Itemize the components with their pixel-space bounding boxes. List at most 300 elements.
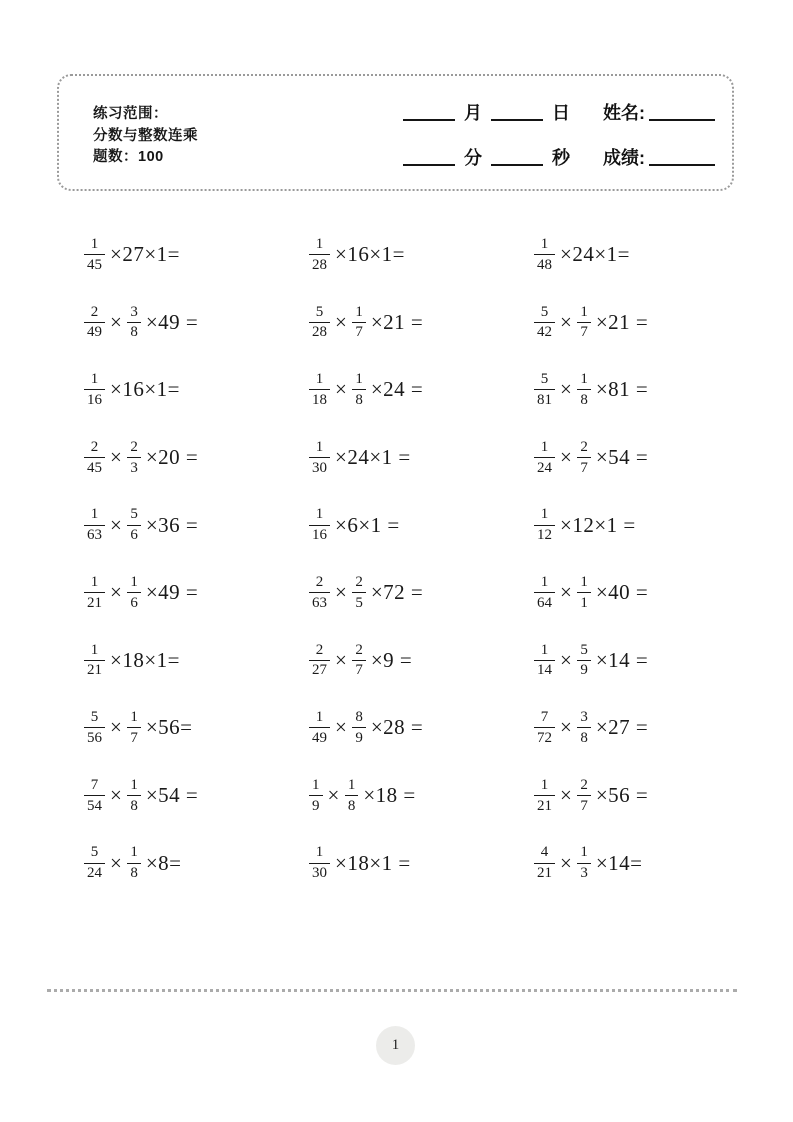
problem-text: × <box>560 783 573 808</box>
fraction-bar <box>577 660 591 661</box>
minute-label: 分 <box>464 148 482 168</box>
scope-label: 练习范围： <box>93 106 168 122</box>
day-blank[interactable] <box>491 119 543 121</box>
fraction-numerator: 5 <box>315 303 324 320</box>
problem-text: ×24×1= <box>560 242 631 267</box>
problem-text: × <box>110 715 123 740</box>
fraction-numerator: 1 <box>540 776 549 793</box>
problem-text: ×6×1 = <box>335 512 400 537</box>
fraction <box>352 371 366 409</box>
fraction <box>534 777 555 815</box>
problem-text: ×18×1= <box>110 647 181 672</box>
fraction-denominator: 7 <box>580 797 588 814</box>
problem-text: ×56 = <box>595 783 649 808</box>
problem <box>309 559 534 627</box>
footer-divider <box>47 989 737 992</box>
fraction-denominator: 56 <box>87 729 102 746</box>
fraction-bar <box>534 254 555 255</box>
problem-text: ×27×1= <box>110 242 181 267</box>
worksheet-header-box <box>57 74 734 191</box>
problem-text: × <box>110 850 123 875</box>
fraction-bar <box>577 457 591 458</box>
fraction-denominator: 24 <box>537 459 552 476</box>
problem <box>84 491 309 559</box>
fraction-denominator: 81 <box>537 391 552 408</box>
problem <box>309 491 534 559</box>
problem-text: ×24 = <box>370 377 424 402</box>
fraction-bar <box>577 795 591 796</box>
fraction-numerator: 1 <box>580 573 588 590</box>
problem <box>534 762 759 830</box>
problem <box>309 424 534 492</box>
fraction <box>84 304 105 342</box>
fraction <box>577 709 591 747</box>
fraction <box>309 439 330 477</box>
problem-text: × <box>335 647 348 672</box>
problem-text: ×14= <box>595 850 643 875</box>
problem-text: ×14 = <box>595 647 649 672</box>
fraction-denominator: 1 <box>580 594 588 611</box>
fraction-numerator: 5 <box>90 844 99 861</box>
problem <box>84 424 309 492</box>
problem-text: × <box>335 309 348 334</box>
fraction <box>352 642 366 680</box>
fraction <box>534 304 555 342</box>
problem-text: × <box>560 580 573 605</box>
fraction <box>534 506 555 544</box>
fraction-bar <box>352 727 366 728</box>
problem-text: ×18 = <box>363 783 416 808</box>
second-label: 秒 <box>552 148 570 168</box>
fraction <box>309 506 330 544</box>
fraction-denominator: 45 <box>87 256 102 273</box>
fraction-numerator: 8 <box>355 709 363 726</box>
fraction-numerator: 3 <box>580 709 588 726</box>
fraction <box>534 236 555 274</box>
fraction-bar <box>309 660 330 661</box>
problem-text: ×18×1 = <box>335 850 411 875</box>
fraction <box>352 709 366 747</box>
fraction-bar <box>309 863 330 864</box>
fraction-numerator: 1 <box>540 641 549 658</box>
fraction-denominator: 27 <box>312 662 327 679</box>
fraction <box>534 844 555 882</box>
problem <box>309 289 534 357</box>
fraction <box>577 439 591 477</box>
fraction-denominator: 3 <box>130 459 138 476</box>
fraction-numerator: 7 <box>540 709 549 726</box>
fraction-bar <box>127 727 141 728</box>
fraction <box>534 642 555 680</box>
fraction-numerator: 1 <box>130 844 138 861</box>
problem <box>309 356 534 424</box>
page-number-badge <box>376 1026 415 1065</box>
worksheet-info <box>93 104 198 169</box>
fraction <box>534 439 555 477</box>
problem-text: ×24×1 = <box>335 445 411 470</box>
fraction-numerator: 1 <box>315 236 324 252</box>
fraction-numerator: 3 <box>130 303 138 320</box>
fraction-denominator: 42 <box>537 324 552 341</box>
fraction-numerator: 1 <box>315 506 324 523</box>
fraction-bar <box>84 525 105 526</box>
fraction <box>127 506 141 544</box>
fraction-bar <box>84 254 105 255</box>
problem-text: ×56= <box>145 715 193 740</box>
fraction-denominator: 63 <box>87 527 102 544</box>
fraction <box>534 371 555 409</box>
fraction-denominator: 12 <box>537 527 552 544</box>
fraction-numerator: 1 <box>540 236 549 252</box>
fraction-bar <box>534 457 555 458</box>
fraction-bar <box>84 389 105 390</box>
problem-text: ×72 = <box>370 580 424 605</box>
fraction <box>84 439 105 477</box>
fraction-bar <box>534 525 555 526</box>
fraction <box>352 304 366 342</box>
fraction <box>84 844 105 882</box>
fraction-numerator: 1 <box>315 438 324 455</box>
fraction-numerator: 1 <box>315 371 324 388</box>
problem-text: ×20 = <box>145 445 199 470</box>
problem-text: ×54 = <box>145 783 199 808</box>
fraction-bar <box>534 592 555 593</box>
problem <box>84 559 309 627</box>
fraction-denominator: 8 <box>347 797 356 814</box>
fraction-bar <box>84 795 105 796</box>
fraction-bar <box>127 795 141 796</box>
fraction <box>127 844 141 882</box>
fraction-numerator: 2 <box>580 776 588 793</box>
fraction-numerator: 1 <box>90 506 99 523</box>
fraction-numerator: 2 <box>90 303 99 320</box>
name-blank[interactable] <box>649 119 715 121</box>
score-blank[interactable] <box>649 164 715 166</box>
problem <box>84 694 309 762</box>
fraction-denominator: 7 <box>355 324 363 341</box>
fraction <box>577 574 591 612</box>
fraction <box>84 642 105 680</box>
problem <box>309 829 534 897</box>
fraction-denominator: 16 <box>87 391 102 408</box>
fraction-denominator: 45 <box>87 459 102 476</box>
fraction-numerator: 1 <box>580 371 588 388</box>
fraction-numerator: 2 <box>130 438 138 455</box>
problem-text: ×81 = <box>595 377 649 402</box>
problem-text: × <box>560 309 573 334</box>
problem-text: × <box>110 309 123 334</box>
problem <box>534 491 759 559</box>
problem <box>84 627 309 695</box>
fraction <box>345 777 359 815</box>
minute-blank[interactable] <box>403 164 455 166</box>
fraction-numerator: 2 <box>90 438 99 455</box>
problem <box>84 829 309 897</box>
fraction <box>352 574 366 612</box>
fraction <box>309 777 323 815</box>
fraction-numerator: 2 <box>315 573 324 590</box>
fraction <box>577 777 591 815</box>
fraction-bar <box>352 322 366 323</box>
fraction-bar <box>352 660 366 661</box>
fraction-numerator: 2 <box>355 573 363 590</box>
fraction-numerator: 1 <box>312 776 320 793</box>
fraction-numerator: 1 <box>90 641 99 658</box>
fraction-bar <box>309 525 330 526</box>
fraction <box>534 574 555 612</box>
fraction-numerator: 5 <box>90 709 99 726</box>
fraction-numerator: 1 <box>90 371 99 388</box>
problem-text: × <box>110 445 123 470</box>
fraction-bar <box>577 389 591 390</box>
fraction-denominator: 21 <box>537 797 552 814</box>
fraction-numerator: 4 <box>540 844 549 861</box>
fraction-bar <box>127 525 141 526</box>
fraction <box>309 642 330 680</box>
fraction-denominator: 30 <box>312 459 327 476</box>
fraction-numerator: 1 <box>580 844 588 861</box>
problem-text: ×16×1= <box>110 377 181 402</box>
problem <box>534 424 759 492</box>
fraction <box>84 371 105 409</box>
fraction <box>127 709 141 747</box>
fraction-bar <box>84 660 105 661</box>
fraction-denominator: 7 <box>580 324 588 341</box>
fraction <box>309 304 330 342</box>
fraction-numerator: 2 <box>315 641 324 658</box>
fraction-bar <box>577 863 591 864</box>
problem-text: ×40 = <box>595 580 649 605</box>
fraction <box>127 777 141 815</box>
problem-count: 题数：100 <box>93 149 164 165</box>
fraction <box>309 574 330 612</box>
problem <box>534 221 759 289</box>
problem-text: × <box>335 580 348 605</box>
fraction-bar <box>577 592 591 593</box>
fraction-bar <box>534 660 555 661</box>
fraction-numerator: 5 <box>540 303 549 320</box>
problem-text: ×54 = <box>595 445 649 470</box>
fraction-bar <box>84 727 105 728</box>
fraction-denominator: 49 <box>87 324 102 341</box>
fraction-denominator: 5 <box>355 594 363 611</box>
fraction-bar <box>309 727 330 728</box>
fraction-denominator: 72 <box>537 729 552 746</box>
fraction-numerator: 1 <box>315 844 324 861</box>
problem-grid <box>84 221 759 897</box>
fraction-numerator: 1 <box>347 776 356 793</box>
problem-text: ×12×1 = <box>560 512 636 537</box>
fraction-numerator: 1 <box>130 709 138 726</box>
problem <box>534 829 759 897</box>
problem-text: × <box>110 580 123 605</box>
fraction-bar <box>84 592 105 593</box>
fraction <box>309 844 330 882</box>
fraction-denominator: 21 <box>537 865 552 882</box>
problem <box>534 289 759 357</box>
fraction-bar <box>352 389 366 390</box>
name-label: 姓名: <box>603 103 645 123</box>
fraction-numerator: 5 <box>580 641 588 658</box>
problem <box>534 559 759 627</box>
fraction-numerator: 7 <box>90 776 99 793</box>
fraction <box>127 574 141 612</box>
date-name-row <box>403 104 715 122</box>
fraction-bar <box>577 727 591 728</box>
score-label: 成绩: <box>603 148 645 168</box>
fraction-bar <box>309 389 330 390</box>
fraction-bar <box>345 795 359 796</box>
fraction-denominator: 7 <box>580 459 588 476</box>
problem <box>534 356 759 424</box>
fraction-bar <box>127 457 141 458</box>
fraction-denominator: 8 <box>580 391 588 408</box>
day-label: 日 <box>552 103 570 123</box>
problem-text: ×28 = <box>370 715 424 740</box>
fraction <box>577 304 591 342</box>
fraction-denominator: 7 <box>355 662 363 679</box>
fraction-bar <box>84 863 105 864</box>
fraction-denominator: 21 <box>87 662 102 679</box>
fraction <box>309 236 330 274</box>
fraction-numerator: 1 <box>130 573 138 590</box>
fraction-numerator: 5 <box>540 371 549 388</box>
fraction <box>84 709 105 747</box>
fraction-numerator: 1 <box>90 573 99 590</box>
fraction-denominator: 49 <box>312 729 327 746</box>
fraction <box>577 642 591 680</box>
fraction-numerator: 1 <box>580 303 588 320</box>
problem-text: × <box>560 377 573 402</box>
fraction-denominator: 48 <box>537 256 552 273</box>
fraction <box>577 371 591 409</box>
fraction-numerator: 1 <box>355 371 363 388</box>
fraction <box>127 304 141 342</box>
fraction-bar <box>534 727 555 728</box>
fraction-denominator: 8 <box>130 797 138 814</box>
problem-text: × <box>110 783 123 808</box>
problem-text: ×49 = <box>145 309 199 334</box>
fraction-denominator: 9 <box>355 729 363 746</box>
fraction-bar <box>534 389 555 390</box>
fraction-numerator: 1 <box>130 776 138 793</box>
fraction-bar <box>577 322 591 323</box>
problem <box>309 762 534 830</box>
fraction-bar <box>309 592 330 593</box>
problem-text: ×36 = <box>145 512 199 537</box>
problem <box>309 694 534 762</box>
month-label: 月 <box>464 103 482 123</box>
problem <box>534 627 759 695</box>
fraction <box>84 506 105 544</box>
fraction-denominator: 9 <box>312 797 320 814</box>
fraction-bar <box>127 863 141 864</box>
scope-value: 分数与整数连乘 <box>93 127 198 144</box>
month-blank[interactable] <box>403 119 455 121</box>
problem-text: × <box>335 377 348 402</box>
fraction-numerator: 1 <box>540 438 549 455</box>
fraction <box>577 844 591 882</box>
fraction-bar <box>534 795 555 796</box>
fraction-denominator: 8 <box>355 391 363 408</box>
fraction-denominator: 28 <box>312 256 327 273</box>
problem <box>309 221 534 289</box>
problem <box>534 694 759 762</box>
problem-text: × <box>110 512 123 537</box>
fraction-denominator: 63 <box>312 594 327 611</box>
fraction-denominator: 14 <box>537 662 552 679</box>
problem-text: × <box>335 715 348 740</box>
problem-text: ×8= <box>145 850 182 875</box>
fraction-numerator: 5 <box>130 506 138 523</box>
problem-text: × <box>560 445 573 470</box>
problem <box>84 356 309 424</box>
fraction-denominator: 30 <box>312 865 327 882</box>
problem-text: × <box>560 647 573 672</box>
fraction <box>84 574 105 612</box>
problem <box>84 289 309 357</box>
fraction-denominator: 8 <box>130 865 138 882</box>
fraction-bar <box>309 457 330 458</box>
problem-text: × <box>560 715 573 740</box>
fraction <box>127 439 141 477</box>
fraction-denominator: 8 <box>130 324 138 341</box>
fraction-denominator: 9 <box>580 662 588 679</box>
fraction-bar <box>84 322 105 323</box>
problem-text: ×21 = <box>370 309 424 334</box>
problem-text: ×16×1= <box>335 242 406 267</box>
fraction-denominator: 16 <box>312 527 327 544</box>
fraction-bar <box>309 254 330 255</box>
problem <box>84 762 309 830</box>
problem-text: ×21 = <box>595 309 649 334</box>
problem <box>84 221 309 289</box>
fraction-numerator: 2 <box>355 641 363 658</box>
fraction-denominator: 18 <box>312 391 327 408</box>
fraction-numerator: 1 <box>355 303 363 320</box>
second-blank[interactable] <box>491 164 543 166</box>
fraction-denominator: 6 <box>130 527 138 544</box>
fraction-denominator: 54 <box>87 797 102 814</box>
fraction-numerator: 1 <box>540 573 549 590</box>
fraction-denominator: 8 <box>580 729 588 746</box>
fraction <box>84 236 105 274</box>
fraction <box>309 371 330 409</box>
fraction <box>84 777 105 815</box>
time-score-row <box>403 149 715 167</box>
fraction-bar <box>309 795 323 796</box>
fraction-denominator: 24 <box>87 865 102 882</box>
fraction-denominator: 21 <box>87 594 102 611</box>
fraction-bar <box>127 322 141 323</box>
problem <box>309 627 534 695</box>
fraction-denominator: 28 <box>312 324 327 341</box>
fraction <box>309 709 330 747</box>
fraction-denominator: 6 <box>130 594 138 611</box>
fraction-bar <box>127 592 141 593</box>
page-number: 1 <box>391 1037 400 1053</box>
problem-text: × <box>327 783 340 808</box>
fraction-numerator: 2 <box>580 438 588 455</box>
problem-text: ×9 = <box>370 647 413 672</box>
fraction-bar <box>84 457 105 458</box>
fraction-denominator: 3 <box>580 865 588 882</box>
fraction <box>534 709 555 747</box>
fraction-numerator: 1 <box>90 236 99 252</box>
problem-text: ×27 = <box>595 715 649 740</box>
fraction-bar <box>534 322 555 323</box>
fraction-numerator: 1 <box>315 709 324 726</box>
